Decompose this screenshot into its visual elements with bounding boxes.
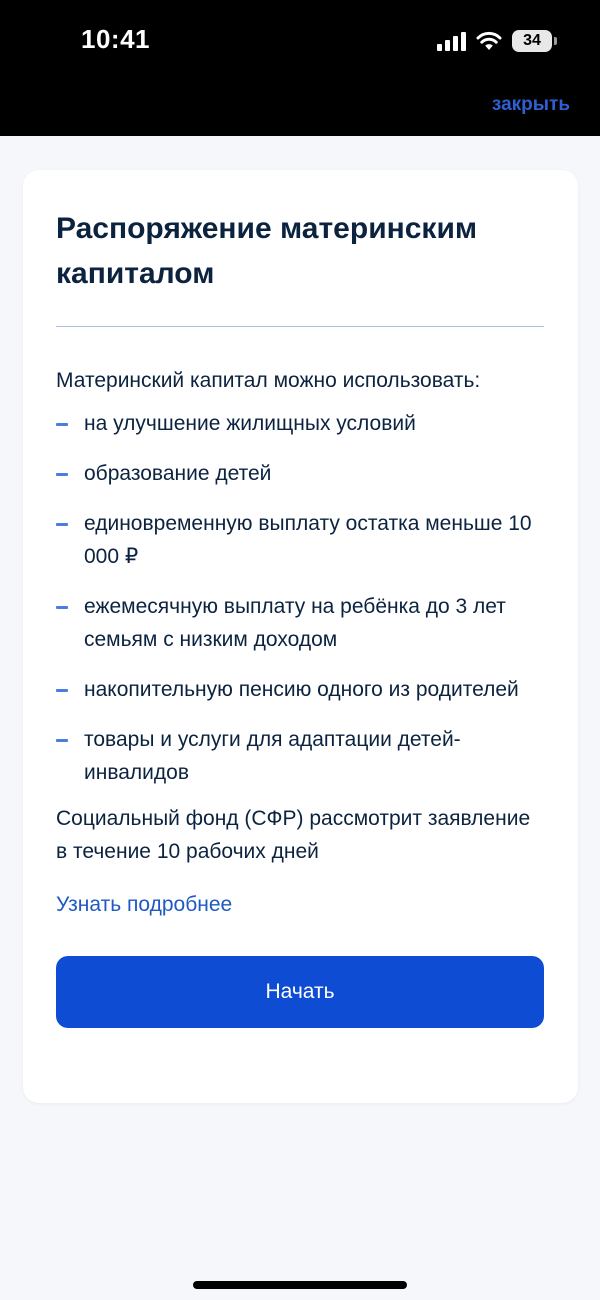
battery-level: 34 — [523, 32, 541, 49]
review-note: Социальный фонд (СФР) рассмотрит заявление в течение 10 рабочих дней — [56, 807, 531, 863]
top-bar — [0, 0, 600, 136]
start-button[interactable]: Начать — [56, 956, 544, 1028]
dash-bullet-icon — [56, 473, 68, 476]
page-title: Распоряжение материнским капиталом — [56, 212, 478, 290]
dash-bullet-icon — [56, 739, 68, 742]
list-item — [56, 673, 544, 706]
card-content — [56, 206, 544, 1028]
battery-icon — [512, 30, 552, 52]
dash-bullet-icon — [56, 689, 68, 692]
list-item-text: на улучшение жилищных условий — [84, 412, 416, 435]
dash-bullet-icon — [56, 423, 68, 426]
list-item — [56, 457, 544, 490]
list-item — [56, 723, 544, 789]
list-item-text: образование детей — [84, 462, 272, 485]
wifi-icon — [476, 31, 502, 51]
intro-text: Материнский капитал можно использовать: — [56, 369, 481, 392]
usage-list — [56, 407, 544, 789]
learn-more-link[interactable]: Узнать подробнее — [56, 893, 233, 916]
home-indicator[interactable] — [193, 1281, 407, 1289]
dash-bullet-icon — [56, 523, 68, 526]
list-item — [56, 590, 544, 656]
list-item — [56, 407, 544, 440]
list-item-text: ежемесячную выплату на ребёнка до 3 лет семьям с низким доходом — [84, 595, 506, 651]
list-item-text: накопительную пенсию одного из родителей — [84, 678, 519, 701]
divider — [56, 326, 544, 327]
status-icons — [437, 28, 552, 54]
list-item-text: единовременную выплату остатка меньше 10 000 ₽ — [84, 512, 532, 568]
info-card — [23, 170, 578, 1103]
signal-icon — [437, 31, 466, 51]
status-time: 10:41 — [81, 24, 150, 54]
close-link[interactable]: закрыть — [491, 94, 570, 115]
list-item-text: товары и услуги для адаптации детей-инвалидов — [84, 728, 461, 784]
dash-bullet-icon — [56, 606, 68, 609]
list-item — [56, 507, 544, 573]
